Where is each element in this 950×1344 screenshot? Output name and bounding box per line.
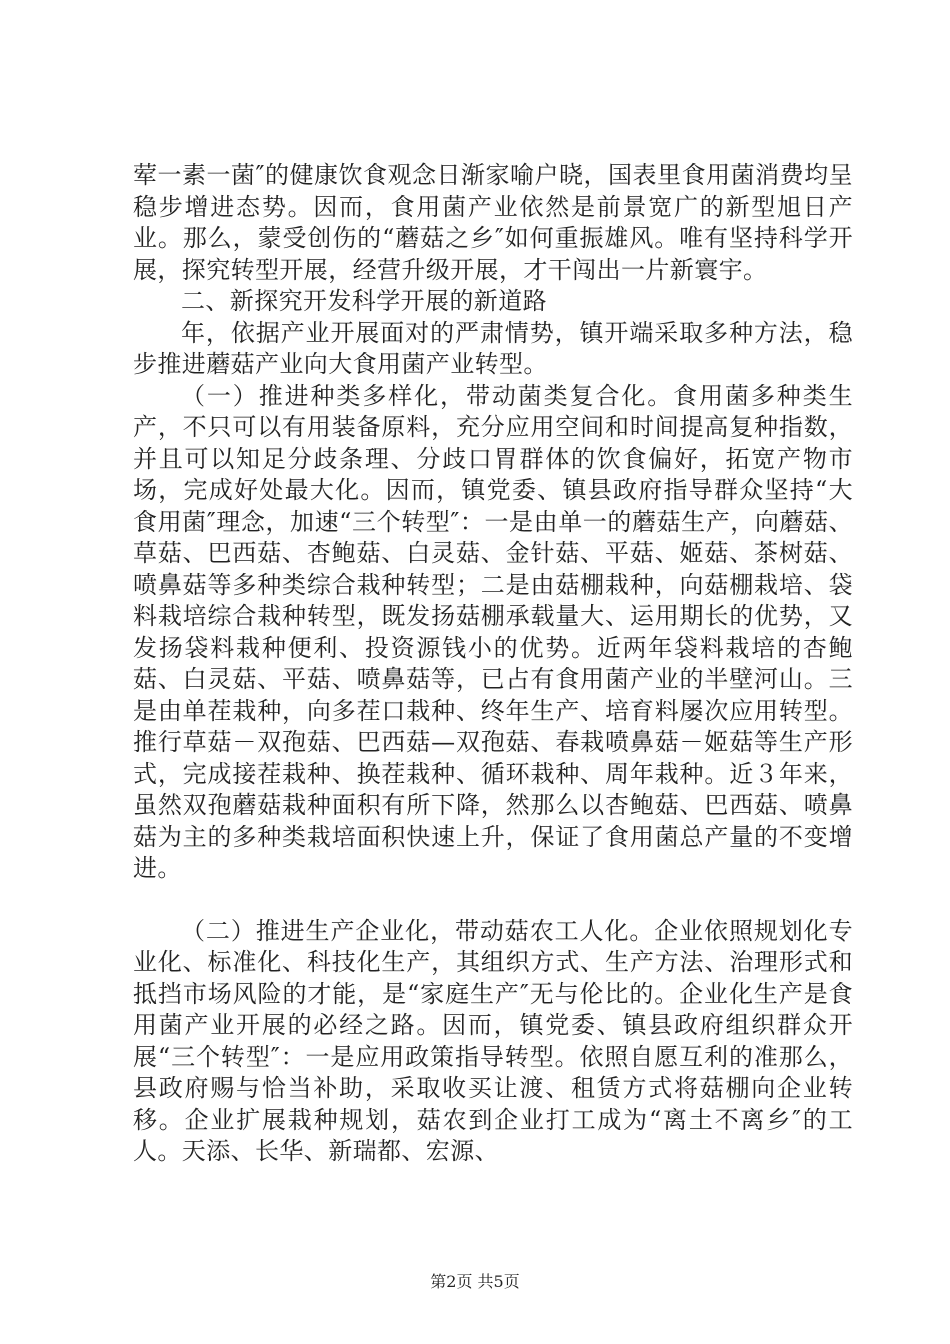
paragraph-section-one: （一）推进种类多样化，带动菌类复合化。食用菌多种类生产，不只可以有用装备原料，充分应用空间和时间提高复种指数，并且可以知足分歧条理、分歧口胃群体的饮食偏好，拓宽产物市场，完成好处最大化。因而，镇党委、镇县政府指导群众坚持“大食用菌″理念，加速“三个转型″：一是由单一的蘑菇生产，向蘑菇、草菇、巴西菇、杏鲍菇、白灵菇、金针菇、平菇、姬菇、茶树菇、喷鼻菇等多种类综合栽种转型；二是由菇棚栽种，向菇棚栽培、袋料栽培综合栽种转型，既发扬菇棚承载量大、运用期长的优势，又发扬袋料栽种便利、投资源钱小的优势。近两年袋料栽培的杏鲍菇、白灵菇、平菇、喷鼻菇等，已占有食用菌产业的半壁河山。三是由单茬栽种，向多茬口栽种、终年生产、培育料屡次应用转型。推行草菇－双孢菇、巴西菇—双孢菇、春栽喷鼻菇－姬菇等生产形式，完成接茬栽种、换茬栽种、循环栽种、周年栽种。近３年来，虽然双孢蘑菇栽种面积有所下降，然那么以杏鲍菇、巴西菇、喷鼻菇为主的多种类栽培面积快速上升，保证了食用菌总产量的不变增进。 <box>133 381 853 882</box>
paragraph-section-two: （二）推进生产企业化，带动菇农工人化。企业依照规划化专业化、标准化、科技化生产，其组织方式、生产方法、治理形式和抵挡市场风险的才能，是“家庭生产″无与伦比的。企业化生产是食用菌产业开展的必经之路。因而，镇党委、镇县政府组织群众开展“三个转型″：一是应用政策指导转型。依照自愿互利的准那么，县政府赐与恰当补助，采取收买让渡、租赁方式将菇棚向企业转移。企业扩展栽种规划，菇农到企业打工成为“离土不离乡″的工人。天添、长华、新瑞都、宏源、 <box>133 916 853 1165</box>
paragraph-year: 年，依据产业开展面对的严肃情势，镇开端采取多种方法，稳步推进蘑菇产业向大食用菌产业转型。 <box>133 318 853 378</box>
section-heading: 二、新探究开发科学开展的新道路 <box>181 287 547 315</box>
page-footer: 第2页 共5页 <box>430 1272 520 1291</box>
paragraph-continuation: 荤一素一菌″的健康饮食观念日渐家喻户晓，国表里食用菌消费均呈稳步增进态势。因而，食用菌产业依然是前景宽广的新型旭日产业。那么，蒙受创伤的“蘑菇之乡″如何重振雄风。唯有坚持科学开展，探究转型开展，经营升级开展，才干闯出一片新寰宇。 <box>133 161 853 284</box>
document-body <box>133 160 853 1168</box>
